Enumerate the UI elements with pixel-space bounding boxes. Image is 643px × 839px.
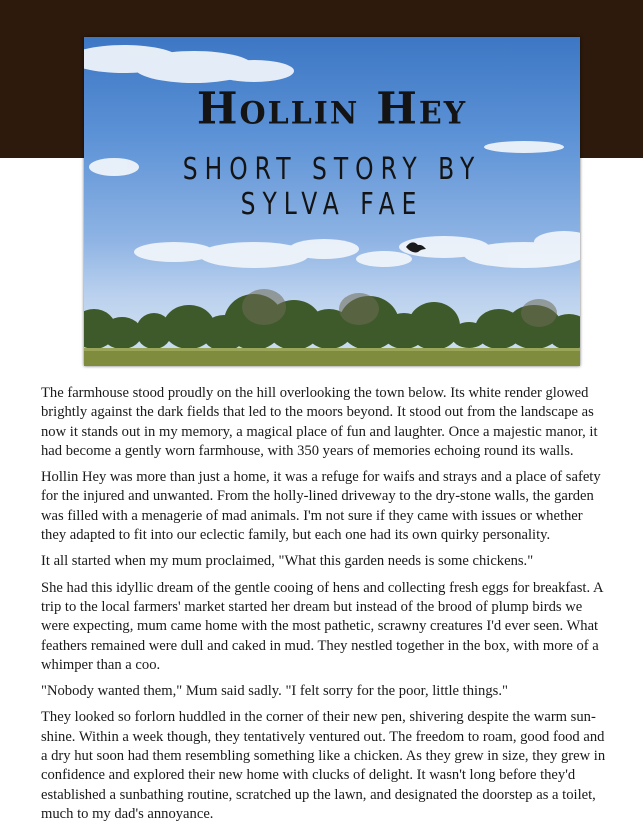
paragraph: "Nobody wanted them," Mum said sadly. "I felt sorry for the poor, little things." [41,683,508,700]
story-body [41,384,611,831]
story-byline: SHORT STORY BY SYLVA FAE [182,152,482,222]
paragraph: They looked so forlorn huddled in the corner of their new pen, shivering despite the warm sun-shine. Within a week though, they tentatively ventured out. The freedom to roam, good food and a dry hut soon had them resembling something like a chicken. As they grew in size, they grew in confidence and explored their new home with clucks of delight. It wasn't long before they'd established a sunbathing routine, scratched up the lawn, and designated the doorstep as a toilet, much to my dad's annoyance. [41,709,606,822]
paragraph: Hollin Hey was more than just a home, it was a refuge for waifs and strays and a place of safety for the injured and unwanted. From the holly-lined driveway to the dry-stone walls, the garden was filled with a menagerie of mad animals. I'm not sure if they came with issues or whether they adapted to fit into our eclectic family, but each one had its own quirky personality. [41,469,601,544]
tree-line [84,294,580,351]
paragraph: The farmhouse stood proudly on the hill overlooking the town below. Its white render glowed brightly against the dark fields that led to the moors beyond. It stood out from the landscape as now it stands out in my memory, a magical place of fun and laughter. Once a majestic manor, it had become a gently worn farmhouse, with 350 years of memories echoing round its walls. [41,385,598,459]
paragraph: She had this idyllic dream of the gentle cooing of hens and collecting fresh eggs for breakfast. A trip to the local farmers' market started her dream but instead of the brood of plump birds we were expecting, mum came home with the most pathetic, scrawny creatures I'd ever seen. What feathers remained were dull and caked in mud. They nestled together in the box, with more of a whimper than a coo. [41,579,603,673]
paragraph: It all started when my mum proclaimed, "What this garden needs is some chickens." [41,553,534,570]
story-title: Hollin Hey [196,83,468,135]
cover-image [84,37,580,366]
